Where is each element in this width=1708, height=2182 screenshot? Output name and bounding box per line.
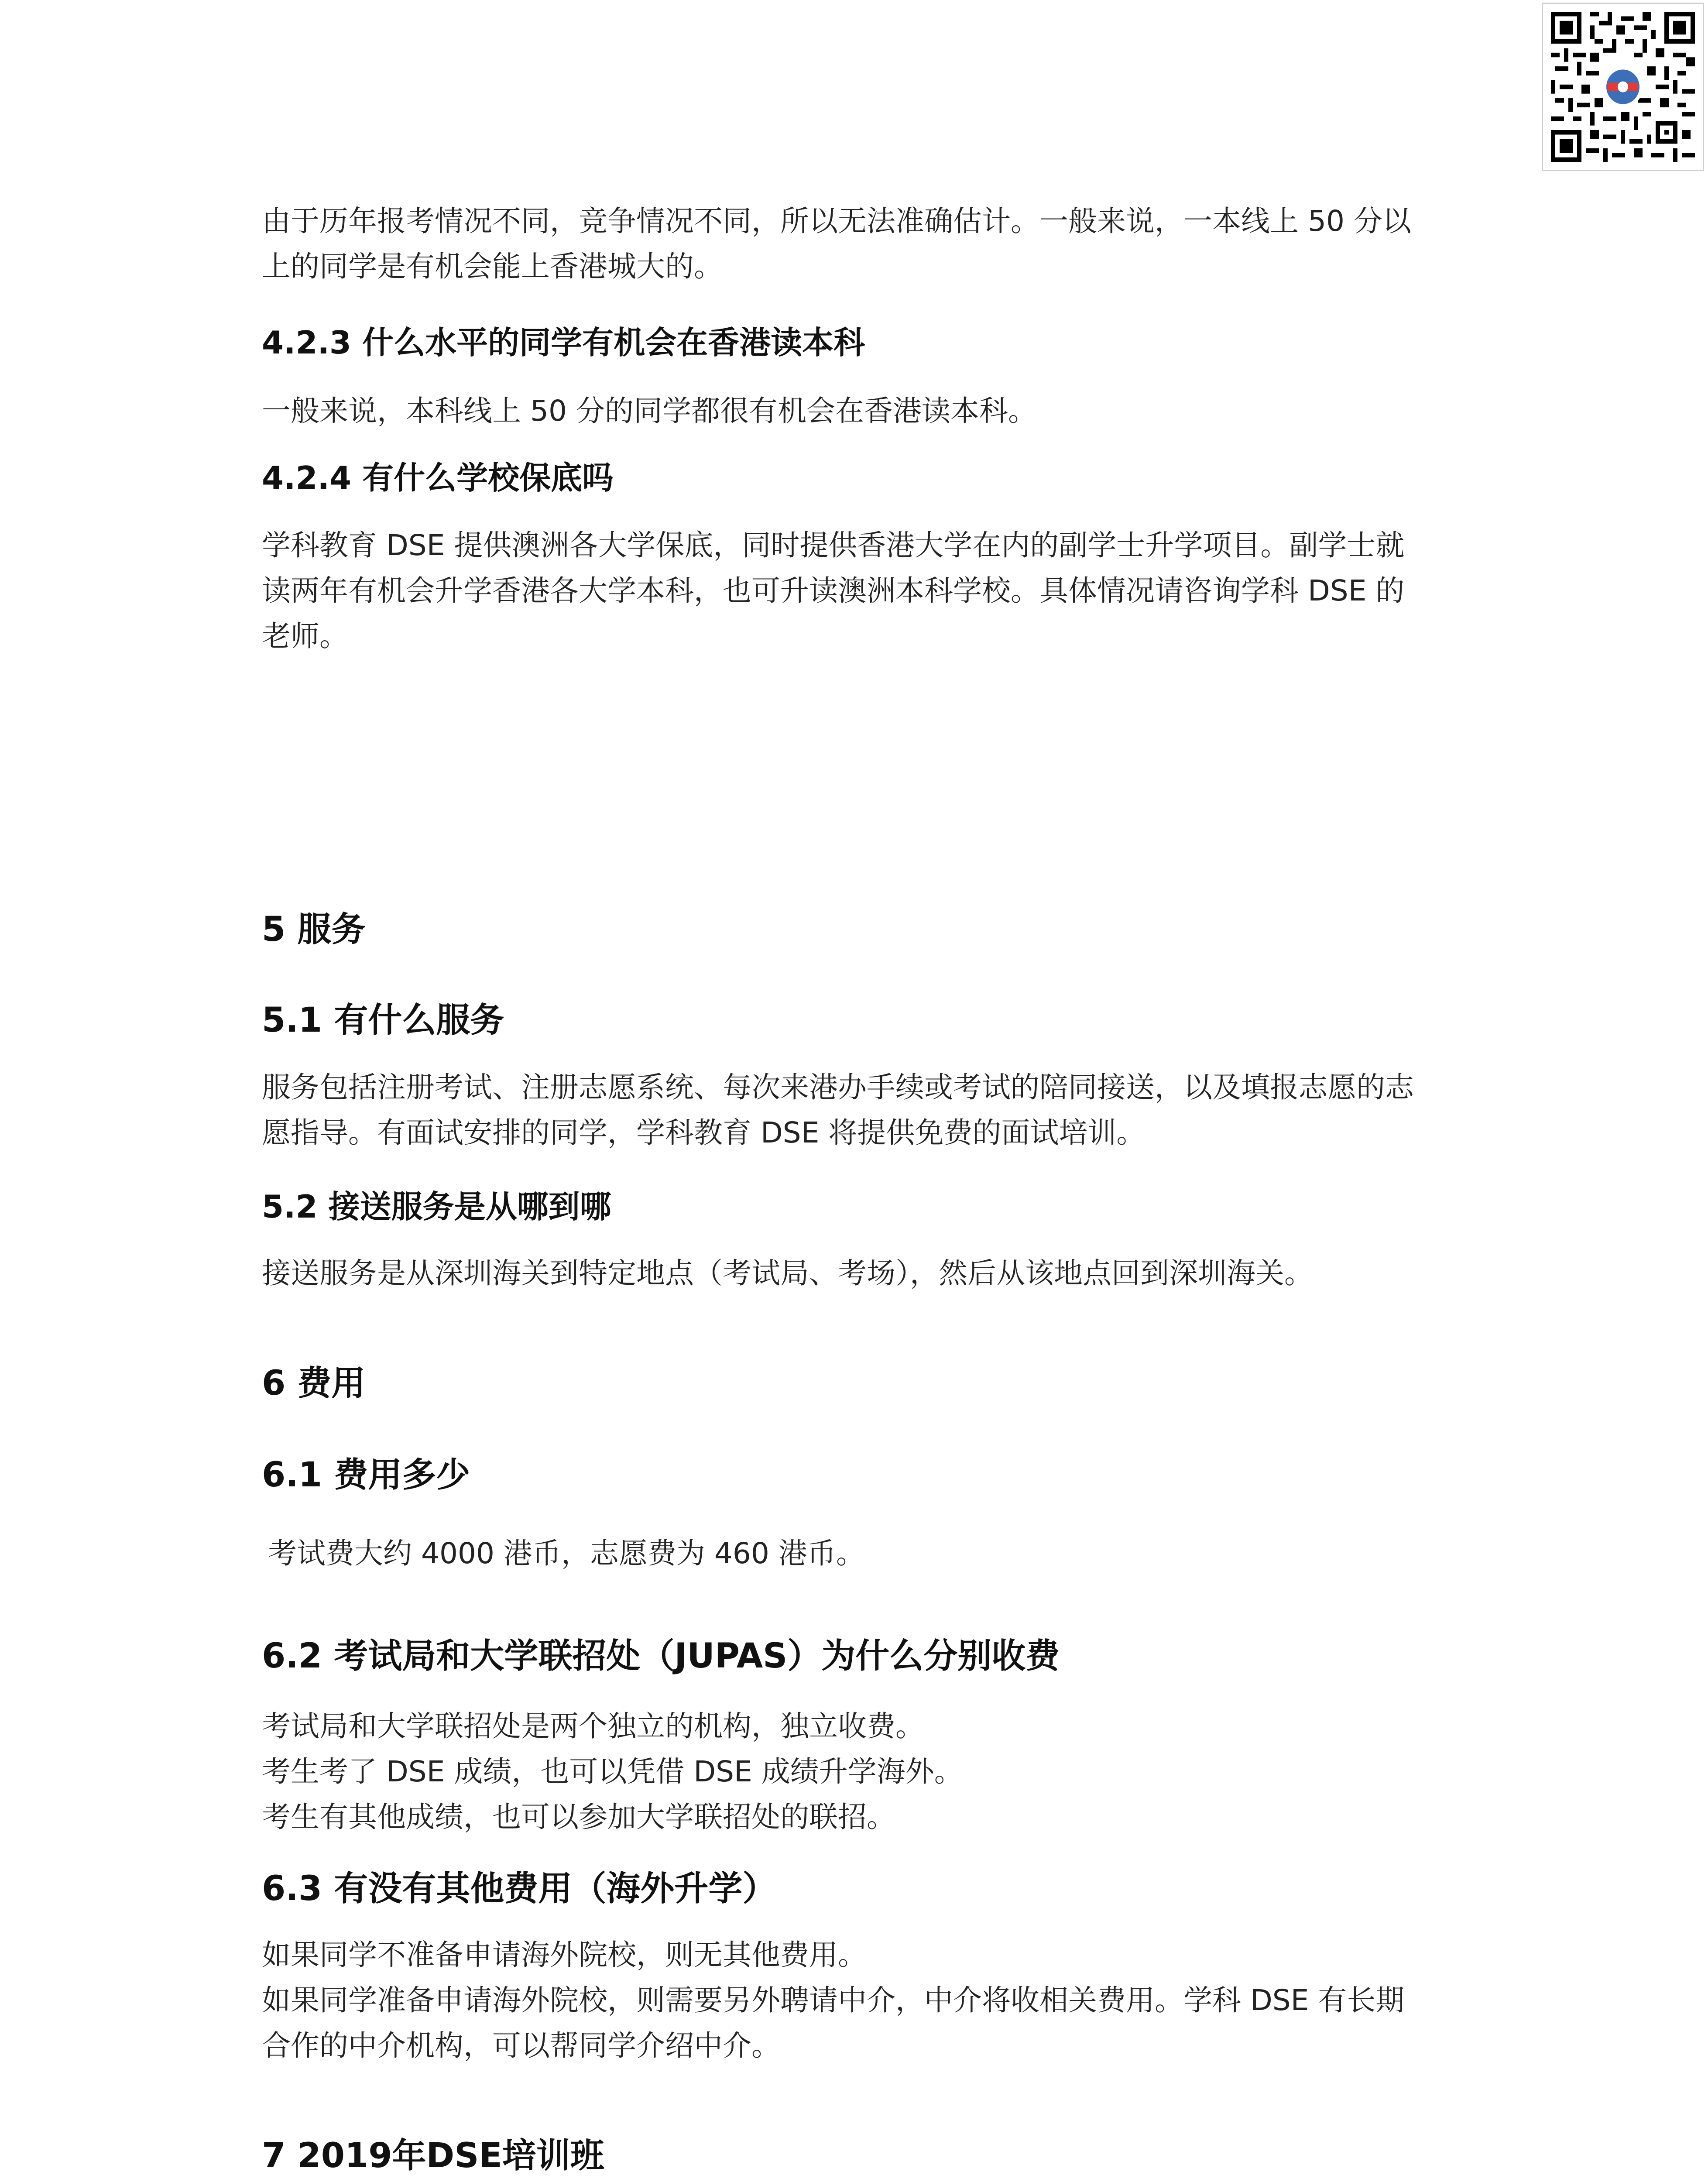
chapter-heading: 6 费用 bbox=[262, 1364, 366, 1403]
paragraph-line: 考试费大约 4000 港币，志愿费为 460 港币。 bbox=[268, 1537, 865, 1570]
section-5-1 bbox=[262, 994, 1466, 1046]
section-heading: 5.2 接送服务是从哪到哪 bbox=[262, 1188, 611, 1225]
section-6-2 bbox=[262, 1630, 1466, 1682]
section-6 bbox=[262, 1357, 1466, 1410]
section-7 bbox=[262, 2130, 1466, 2182]
section-6-1 bbox=[262, 1449, 1466, 1501]
section-6-2-body bbox=[262, 1704, 1466, 1840]
section-heading: 4.2.4 有什么学校保底吗 bbox=[262, 460, 614, 496]
paragraph-line: 由于历年报考情况不同，竞争情况不同，所以无法准确估计。一般来说，一本线上 50 分以 bbox=[262, 204, 1411, 238]
paragraph-line: 考生考了 DSE 成绩，也可以凭借 DSE 成绩升学海外。 bbox=[262, 1755, 963, 1788]
section-4-2-4 bbox=[262, 454, 1466, 502]
paragraph-line: 如果同学准备申请海外院校，则需要另外聘请中介，中介将收相关费用。学科 DSE 有长期 bbox=[262, 1983, 1405, 2017]
paragraph-line: 读两年有机会升学香港各大学本科，也可升读澳洲本科学校。具体情况请咨询学科 DSE 的 bbox=[262, 574, 1405, 607]
paragraph-line: 考生有其他成绩，也可以参加大学联招处的联招。 bbox=[262, 1800, 895, 1834]
section-6-1-body bbox=[268, 1531, 1472, 1576]
paragraph-line: 上的同学是有机会能上香港城大的。 bbox=[262, 250, 723, 283]
paragraph-line: 愿指导。有面试安排的同学，学科教育 DSE 将提供免费的面试培训。 bbox=[262, 1116, 1146, 1149]
qr-code-icon bbox=[1551, 12, 1695, 162]
section-5-2 bbox=[262, 1183, 1466, 1231]
section-4-2-4-body bbox=[262, 523, 1466, 659]
section-6-3 bbox=[262, 1863, 1466, 1915]
section-heading: 6.2 考试局和大学联招处（JUPAS）为什么分别收费 bbox=[262, 1636, 1060, 1676]
paragraph-line: 一般来说，本科线上 50 分的同学都很有机会在香港读本科。 bbox=[262, 394, 1037, 428]
chapter-heading: 7 2019年DSE培训班 bbox=[262, 2136, 604, 2175]
section-heading: 6.3 有没有其他费用（海外升学） bbox=[262, 1869, 777, 1908]
section-5-2-body bbox=[262, 1251, 1466, 1296]
section-heading: 5.1 有什么服务 bbox=[262, 1001, 504, 1040]
section-6-3-body bbox=[262, 1932, 1466, 2069]
paragraph-line: 老师。 bbox=[262, 619, 348, 653]
section-heading: 6.1 费用多少 bbox=[262, 1455, 470, 1495]
paragraph-line: 如果同学不准备申请海外院校，则无其他费用。 bbox=[262, 1938, 867, 1972]
section-5-1-body bbox=[262, 1065, 1466, 1156]
section-heading: 4.2.3 什么水平的同学有机会在香港读本科 bbox=[262, 324, 865, 361]
section-4-2-3-body bbox=[262, 388, 1466, 434]
section-4-2-3 bbox=[262, 319, 1466, 367]
paragraph-line: 学科教育 DSE 提供澳洲各大学保底，同时提供香港大学在内的副学士升学项目。副学士就 bbox=[262, 528, 1405, 562]
section-5 bbox=[262, 903, 1466, 956]
paragraph-line: 接送服务是从深圳海关到特定地点（考试局、考场），然后从该地点回到深圳海关。 bbox=[262, 1256, 1313, 1290]
chapter-heading: 5 服务 bbox=[262, 910, 366, 949]
paragraph-line: 考试局和大学联招处是两个独立的机构，独立收费。 bbox=[262, 1709, 924, 1743]
paragraph-line: 服务包括注册考试、注册志愿系统、每次来港办手续或考试的陪同接送，以及填报志愿的志 bbox=[262, 1070, 1414, 1104]
section-4-2-2 bbox=[262, 199, 1466, 289]
qr-code bbox=[1542, 3, 1704, 171]
paragraph-line: 合作的中介机构，可以帮同学介绍中介。 bbox=[262, 2029, 780, 2062]
